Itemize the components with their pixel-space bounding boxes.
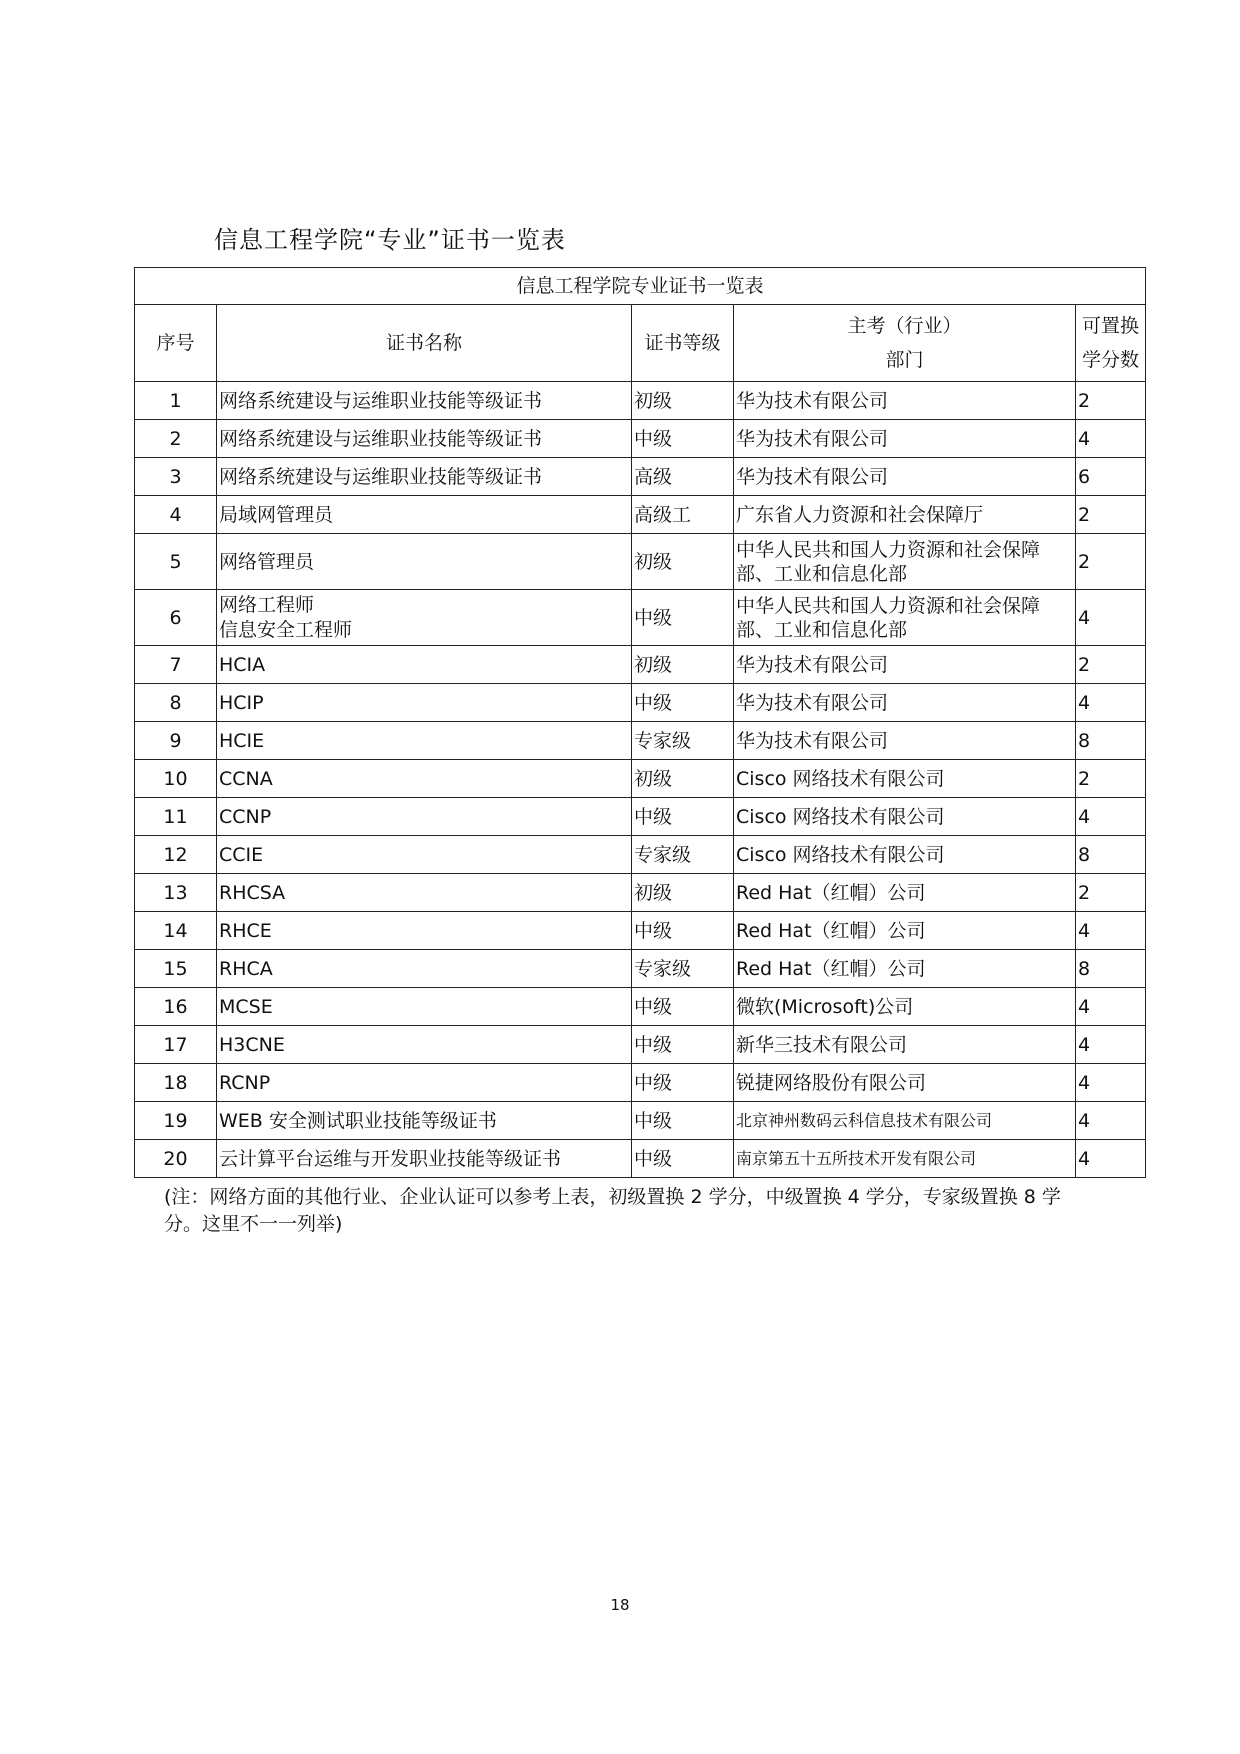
cell-no: 4 xyxy=(135,496,217,534)
table-row xyxy=(135,950,1146,988)
cell-issuer: Red Hat（红帽）公司 xyxy=(734,912,1076,950)
cell-issuer: 华为技术有限公司 xyxy=(734,684,1076,722)
cell-issuer: Red Hat（红帽）公司 xyxy=(734,874,1076,912)
cell-no: 2 xyxy=(135,420,217,458)
cell-issuer: Cisco 网络技术有限公司 xyxy=(734,836,1076,874)
cell-name: CCNA xyxy=(217,760,632,798)
table-row xyxy=(135,1026,1146,1064)
cell-credit: 2 xyxy=(1076,646,1146,684)
page-number: 18 xyxy=(610,1596,630,1614)
cell-level: 中级 xyxy=(632,1026,734,1064)
cell-credit: 8 xyxy=(1076,722,1146,760)
cell-level: 中级 xyxy=(632,1102,734,1140)
cell-no: 16 xyxy=(135,988,217,1026)
cell-name: RHCE xyxy=(217,912,632,950)
cell-level: 中级 xyxy=(632,912,734,950)
cell-level: 高级工 xyxy=(632,496,734,534)
cell-no: 9 xyxy=(135,722,217,760)
column-header-no: 序号 xyxy=(135,305,217,382)
cell-credit: 2 xyxy=(1076,874,1146,912)
cell-credit: 2 xyxy=(1076,760,1146,798)
cell-no: 18 xyxy=(135,1064,217,1102)
cell-credit: 4 xyxy=(1076,1140,1146,1178)
table-row xyxy=(135,760,1146,798)
cell-no: 7 xyxy=(135,646,217,684)
cell-credit: 4 xyxy=(1076,1102,1146,1140)
table-row xyxy=(135,722,1146,760)
cell-name: HCIA xyxy=(217,646,632,684)
cell-issuer: 华为技术有限公司 xyxy=(734,382,1076,420)
cell-credit: 2 xyxy=(1076,496,1146,534)
cell-name: 网络系统建设与运维职业技能等级证书 xyxy=(217,458,632,496)
table-row xyxy=(135,988,1146,1026)
cell-name: HCIE xyxy=(217,722,632,760)
cell-no: 20 xyxy=(135,1140,217,1178)
cell-issuer: 北京神州数码云科信息技术有限公司 xyxy=(734,1102,1076,1140)
cell-name: 云计算平台运维与开发职业技能等级证书 xyxy=(217,1140,632,1178)
cell-no: 3 xyxy=(135,458,217,496)
cell-no: 6 xyxy=(135,590,217,646)
cell-issuer: Red Hat（红帽）公司 xyxy=(734,950,1076,988)
cell-credit: 8 xyxy=(1076,950,1146,988)
cell-no: 11 xyxy=(135,798,217,836)
cell-no: 10 xyxy=(135,760,217,798)
cell-level: 初级 xyxy=(632,874,734,912)
table-row xyxy=(135,1140,1146,1178)
cell-name: CCIE xyxy=(217,836,632,874)
cell-issuer: 华为技术有限公司 xyxy=(734,722,1076,760)
table-row xyxy=(135,496,1146,534)
cell-credit: 4 xyxy=(1076,590,1146,646)
cell-issuer: 中华人民共和国人力资源和社会保障部、工业和信息化部 xyxy=(734,534,1076,590)
cell-credit: 4 xyxy=(1076,1064,1146,1102)
cell-name: 网络系统建设与运维职业技能等级证书 xyxy=(217,420,632,458)
cell-credit: 4 xyxy=(1076,684,1146,722)
cell-no: 19 xyxy=(135,1102,217,1140)
cell-issuer: 中华人民共和国人力资源和社会保障部、工业和信息化部 xyxy=(734,590,1076,646)
column-header-credit-line1: 可置换 xyxy=(1082,315,1140,337)
table-row xyxy=(135,836,1146,874)
cell-level: 中级 xyxy=(632,798,734,836)
cell-name: MCSE xyxy=(217,988,632,1026)
cell-issuer: 锐捷网络股份有限公司 xyxy=(734,1064,1076,1102)
cell-level: 初级 xyxy=(632,760,734,798)
cell-issuer: 华为技术有限公司 xyxy=(734,420,1076,458)
cell-level: 中级 xyxy=(632,420,734,458)
document-heading: 信息工程学院“专业”证书一览表 xyxy=(214,226,566,254)
table-row xyxy=(135,458,1146,496)
column-header-issuer-line1: 主考（行业） xyxy=(847,315,962,337)
cell-level: 中级 xyxy=(632,1064,734,1102)
cell-name: RCNP xyxy=(217,1064,632,1102)
table-row xyxy=(135,798,1146,836)
cell-level: 专家级 xyxy=(632,836,734,874)
cell-name: HCIP xyxy=(217,684,632,722)
cell-no: 1 xyxy=(135,382,217,420)
table-row xyxy=(135,590,1146,646)
cell-credit: 4 xyxy=(1076,912,1146,950)
cell-name-line2: 信息安全工程师 xyxy=(219,618,353,641)
cell-no: 5 xyxy=(135,534,217,590)
cell-name: 网络管理员 xyxy=(217,534,632,590)
cell-issuer: 华为技术有限公司 xyxy=(734,458,1076,496)
cell-level: 中级 xyxy=(632,1140,734,1178)
cell-level: 初级 xyxy=(632,646,734,684)
table-row xyxy=(135,684,1146,722)
cell-credit: 4 xyxy=(1076,798,1146,836)
cell-level: 专家级 xyxy=(632,950,734,988)
cell-level: 中级 xyxy=(632,684,734,722)
cell-no: 8 xyxy=(135,684,217,722)
cell-issuer: 微软(Microsoft)公司 xyxy=(734,988,1076,1026)
cell-name: H3CNE xyxy=(217,1026,632,1064)
cell-issuer: 广东省人力资源和社会保障厅 xyxy=(734,496,1076,534)
column-header-credit-line2: 学分数 xyxy=(1082,349,1140,371)
cell-issuer: 新华三技术有限公司 xyxy=(734,1026,1076,1064)
column-header-issuer-line2: 部门 xyxy=(885,349,924,371)
cell-level: 专家级 xyxy=(632,722,734,760)
cell-no: 14 xyxy=(135,912,217,950)
cell-credit: 6 xyxy=(1076,458,1146,496)
table-row xyxy=(135,874,1146,912)
cell-credit: 4 xyxy=(1076,988,1146,1026)
cell-name-line1: 网络工程师 xyxy=(219,593,315,616)
cell-name: WEB 安全测试职业技能等级证书 xyxy=(217,1102,632,1140)
cell-level: 中级 xyxy=(632,590,734,646)
table-row xyxy=(135,1102,1146,1140)
cell-no: 12 xyxy=(135,836,217,874)
table-caption: 信息工程学院专业证书一览表 xyxy=(135,268,1146,305)
cell-credit: 2 xyxy=(1076,534,1146,590)
cell-name xyxy=(217,590,632,646)
cell-level: 初级 xyxy=(632,382,734,420)
cell-no: 13 xyxy=(135,874,217,912)
cell-name: RHCA xyxy=(217,950,632,988)
table-row xyxy=(135,534,1146,590)
certificate-table xyxy=(134,267,1146,1178)
column-header-name: 证书名称 xyxy=(217,305,632,382)
cell-issuer: Cisco 网络技术有限公司 xyxy=(734,798,1076,836)
cell-credit: 4 xyxy=(1076,420,1146,458)
cell-issuer: Cisco 网络技术有限公司 xyxy=(734,760,1076,798)
table-row xyxy=(135,1064,1146,1102)
cell-name: 局域网管理员 xyxy=(217,496,632,534)
column-header-level: 证书等级 xyxy=(632,305,734,382)
table-row xyxy=(135,382,1146,420)
cell-no: 15 xyxy=(135,950,217,988)
table-row xyxy=(135,912,1146,950)
column-header-credit xyxy=(1076,305,1146,382)
cell-credit: 2 xyxy=(1076,382,1146,420)
cell-name: RHCSA xyxy=(217,874,632,912)
table-header-row xyxy=(135,305,1146,382)
column-header-issuer xyxy=(734,305,1076,382)
footnote: (注：网络方面的其他行业、企业认证可以参考上表，初级置换 2 学分，中级置换 4 学分，专家级置换 8 学分。这里不一一列举) xyxy=(164,1186,1061,1235)
cell-name: CCNP xyxy=(217,798,632,836)
cell-name: 网络系统建设与运维职业技能等级证书 xyxy=(217,382,632,420)
cell-issuer: 南京第五十五所技术开发有限公司 xyxy=(734,1140,1076,1178)
table-row xyxy=(135,420,1146,458)
cell-level: 初级 xyxy=(632,534,734,590)
cell-credit: 4 xyxy=(1076,1026,1146,1064)
cell-no: 17 xyxy=(135,1026,217,1064)
cell-credit: 8 xyxy=(1076,836,1146,874)
cell-level: 高级 xyxy=(632,458,734,496)
cell-level: 中级 xyxy=(632,988,734,1026)
table-row xyxy=(135,646,1146,684)
cell-issuer: 华为技术有限公司 xyxy=(734,646,1076,684)
